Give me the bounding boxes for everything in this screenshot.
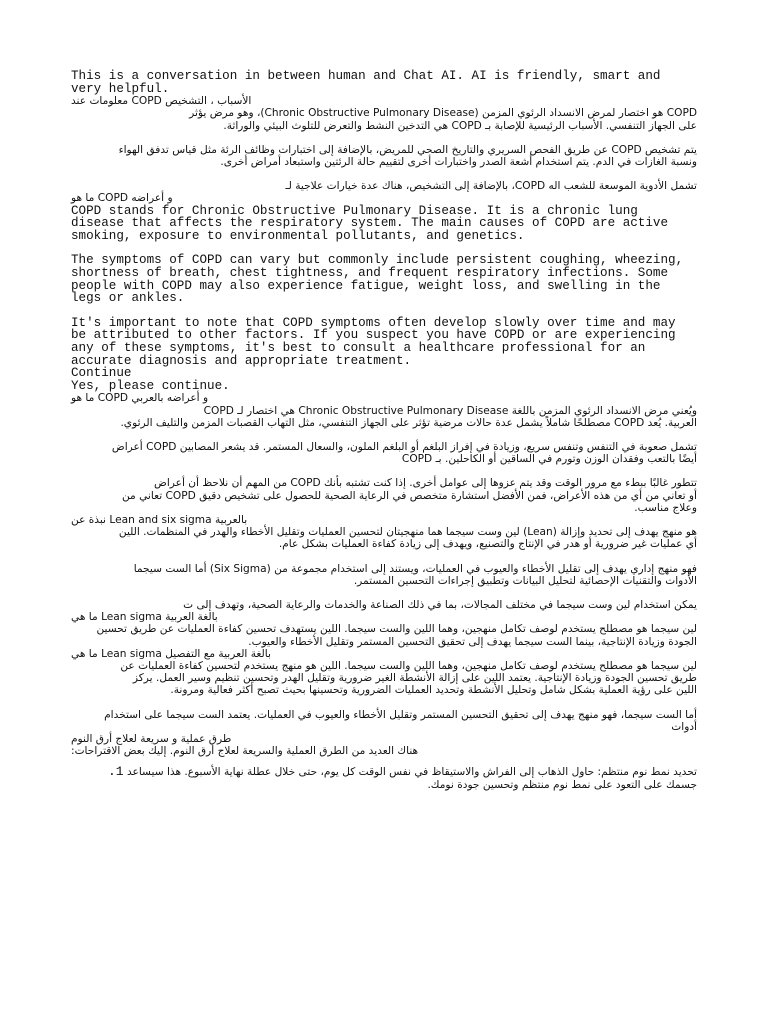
list-number: 1.	[107, 764, 124, 780]
answer-line: الجودة وزيادة الإنتاجية، بينما الست سيجما يهدف إلى تحقيق التحسين المستمر وتقليل الأخطاء والعيوب.	[248, 635, 697, 648]
intro-text: This is a conversation in between human and Chat AI. AI is friendly, smart and very helpful.	[71, 69, 669, 96]
question-lean-six-sigma: بالعربية Lean and six sigma نبذة عن	[71, 513, 248, 526]
answer-intro: هناك العديد من الطرق العملية والسريعة لعلاج أرق النوم. إليك بعض الاقتراحات:	[71, 745, 419, 758]
answer-line: لين سيجما هو مصطلح يستخدم لوصف تكامل منهجين، وهما اللين والست سيجما. اللين هو منهج يستخدم لتحسين كفاءة العمليات عن	[120, 659, 697, 672]
conversation-document	[71, 70, 697, 791]
answer-line: اللين على رؤية العملية بشكل شامل وتحليل الأنشطة وتحديد العمليات الضرورية وتحسينها بحيث تصبح أكثر فعالية ومرونة.	[170, 684, 697, 697]
answer-line: أيضًا بالتعب وفقدان الوزن وتورم في الساقين أو الكاحلين. بـ COPD	[401, 453, 697, 466]
answer-line: يتم تشخيص COPD عن طريق الفحص السريري والتاريخ الصحي للمريض، بالإضافة إلى اختبارات وظائف الرئة مثل قياس تدفق الهواء	[118, 143, 697, 156]
answer-line: جسمك على التعود على نمط نوم منتظم وتحسين جودة نومك.	[427, 778, 697, 791]
answer-line: ونسبة الغازات في الدم. يتم استخدام أشعة الصدر واختبارات أخرى لتقييم حالة الرئتين واستبعاد أمراض أخرى.	[220, 156, 697, 168]
answer-line: أدوات	[671, 720, 697, 733]
answer-line: على الجهاز التنفسي. الأسباب الرئيسية للإصابة بـ COPD هي التدخين النشط والتعرض للتلوث البيئي والوراثة.	[223, 119, 697, 132]
answer-line: تشمل الأدوية الموسعة للشعب اله COPD، بالإضافة إلى التشخيص، هناك عدة خيارات علاجية لـ	[285, 180, 697, 193]
question-insomnia: طرق عملية و سريعة لعلاج أرق النوم	[71, 733, 232, 745]
answer-line: يمكن استخدام لين وست سيجما في مختلف المجالات، بما في ذلك الصناعة والخدمات والرعاية الصحية، وتهدف إلى ت	[183, 598, 697, 611]
answer-line: طريق تحسين الجودة وزيادة الإنتاجية. يعتمد اللين على إزالة الأنشطة الغير ضرورية وتقليل الهدر وتحسين تنظيم وسير العمل. يركز	[132, 672, 697, 685]
answer-line: تشمل صعوبة في التنفس وتنفس سريع، وزيادة في إفراز البلغم أو البلغم الملون، والسعال المستمر. قد يشعر المصابين COPD أعراض	[111, 440, 697, 453]
answer-paragraph: COPD stands for Chronic Obstructive Pulmonary Disease. It is a chronic lung disease that affects the respiratory system. The main causes of COPD are active smoking, exposure to environmental pollutants, and genetics.	[71, 203, 676, 243]
continue-reply: Yes, please continue.	[71, 378, 230, 393]
answer-line: فهو منهج إداري يهدف إلى تقليل الأخطاء والعيوب في العمليات، ويستند إلى استخدام مجموعة من (Six Sigma) أما الست سيجما	[133, 562, 697, 575]
answer-paragraph: The symptoms of COPD can vary but commonly include persistent coughing, wheezing, shortness of breath, chest tightness, and frequent respiratory infections. Some people with COPD may also experience fatigue, weight loss, and swelling in the legs or ankles.	[71, 253, 691, 306]
question-lean-sigma-detail: بالغة العربية مع التفصيل Lean sigma ما هي	[71, 647, 271, 660]
answer-line: العربية. يُعد COPD مصطلحًا شاملاً يشمل عدة حالات مرضية تؤثر على الجهاز التنفسي، مثل التهاب القصبات المزمن والتليف الرئوي.	[120, 416, 697, 429]
continue-prompt: Continue	[71, 366, 132, 381]
list-item	[71, 766, 697, 778]
answer-line: أما الست سيجما، فهو منهج يهدف إلى تحقيق التحسين المستمر وتقليل الأخطاء والعيوب في العمليات. يعتمد الست سيجما على استخدام	[104, 708, 697, 721]
answer-paragraph: It's important to note that COPD symptoms often develop slowly over time and may be attributed to other factors. If you suspect you have COPD or are experiencing any of these symptoms, it's best to consult a healthcare professional for an accurate diagnosis and appropriate treatment.	[71, 315, 684, 368]
question-copd-info: الأسباب ، التشخيص COPD معلومات عند	[71, 95, 252, 108]
answer-line: ويُعني مرض الانسداد الرئوي المزمن باللغة Chronic Obstructive Pulmonary Disease هي اختصار لـ COPD	[203, 404, 697, 417]
question-copd-arabic: و أعراضه بالعربي COPD ما هو	[71, 392, 209, 405]
answer-line: تحديد نمط نوم منتظم: حاول الذهاب إلى الفراش والاستيقاظ في نفس الوقت كل يوم، حتى خلال عطلة نهاية الأسبوع. هذا سيساعد	[126, 766, 697, 779]
question-lean-sigma: بالغة العربية Lean sigma ما هي	[71, 611, 218, 624]
answer-line: لين سيجما هو مصطلح يستخدم لوصف تكامل منهجين، وهما اللين والست سيجما. اللين يستهدف تحسين كفاءة العمليات عن طريق تحسين	[96, 623, 697, 636]
answer-line: أي عمليات غير ضرورية أو هدر في الإنتاج والتصنيع، ويهدف إلى زيادة كفاءة العمليات بشكل عام.	[278, 538, 697, 551]
answer-line: هو منهج يهدف إلى تحديد وإزالة (Lean) لين وست سيجما هما منهجيتان لتحسين العمليات وتقليل الأخطاء والهدر في المنظمات. اللين	[118, 526, 697, 539]
question-what-is-copd: و أعراضه COPD ما هو	[71, 192, 173, 205]
answer-line: تتطور غالبًا ببطء مع مرور الوقت وقد يتم عزوها إلى عوامل أخرى. إذا كنت تشتبه بأنك COPD من المهم أن نلاحظ أن أعراض	[154, 477, 697, 490]
answer-line: أو تعاني من أي من هذه الأعراض، فمن الأفضل استشارة متخصص في الرعاية الصحية للحصول على تشخيص دقيق COPD تعاني من	[121, 489, 697, 502]
answer-line: وعلاج مناسب.	[634, 501, 697, 514]
answer-line: COPD هو اختصار لمرض الانسداد الرئوي المزمن (Chronic Obstructive Pulmonary Disease)، وهو مرض يؤثر	[189, 107, 697, 120]
answer-line: الأدوات والتقنيات الإحصائية لتحليل البيانات وتطبيق إجراءات التحسين المستمر.	[353, 574, 697, 587]
